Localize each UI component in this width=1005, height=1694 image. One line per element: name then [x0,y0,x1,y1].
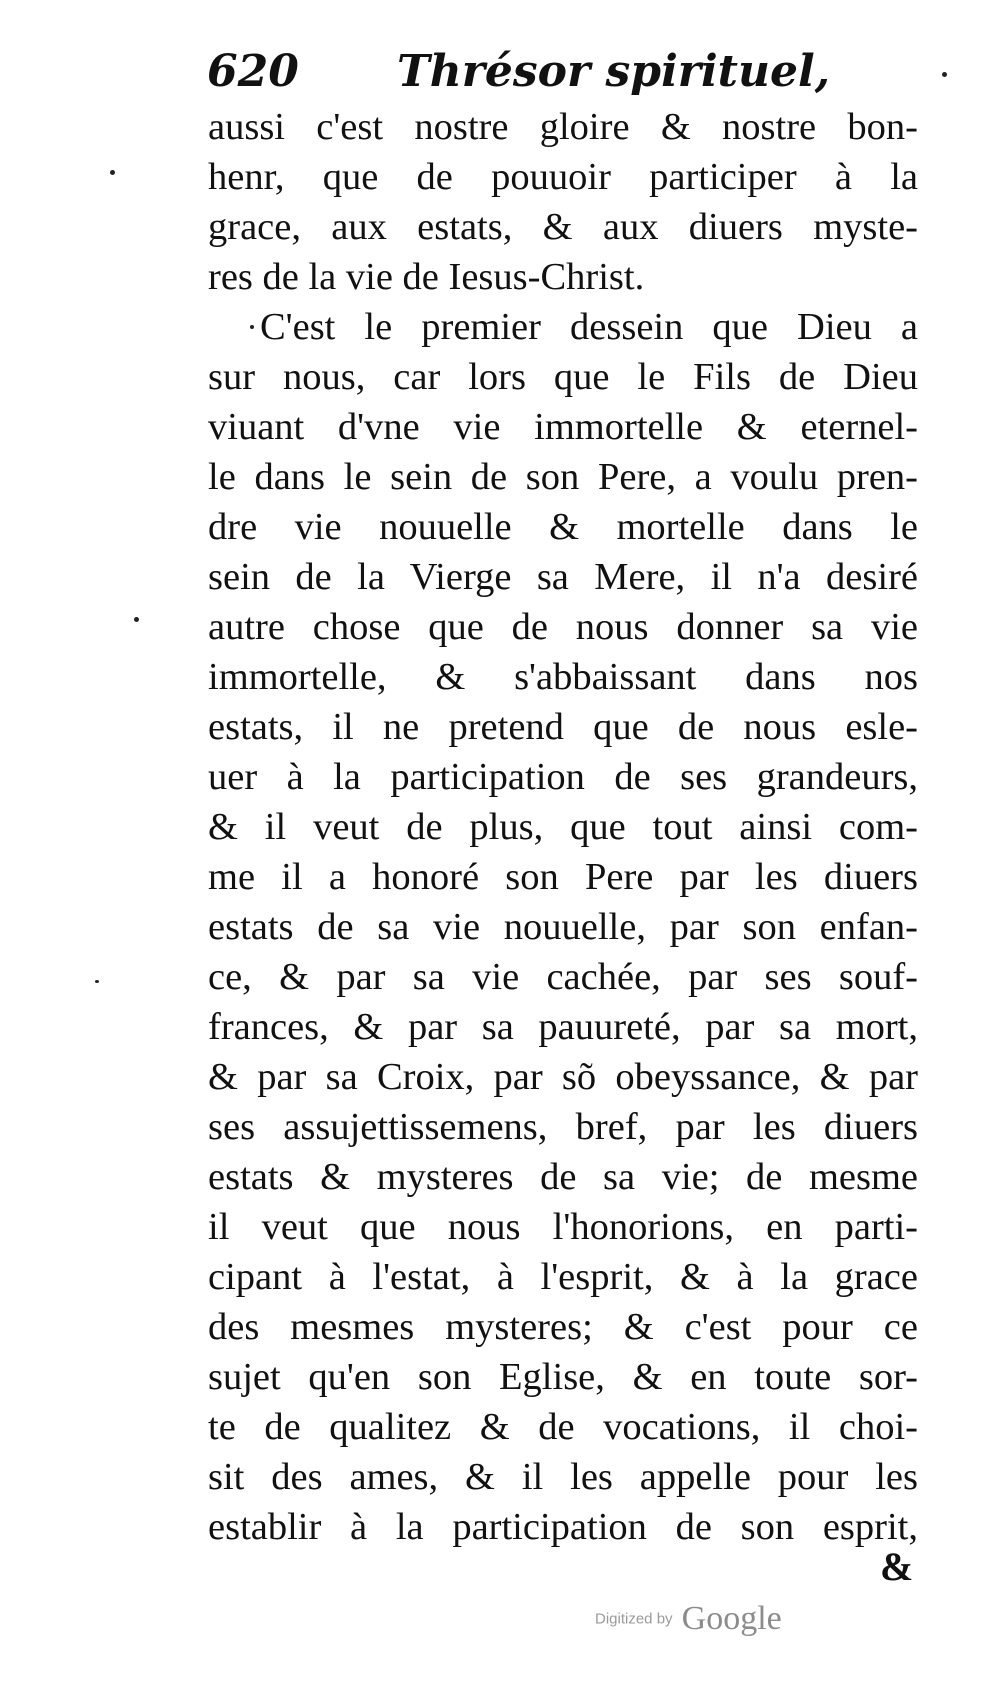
text-line: uer à la participation de ses grandeurs, [208,756,918,798]
scan-speck [134,617,139,622]
google-logo: Google [681,1600,782,1637]
page-header [207,44,847,100]
text-line: frances, & par sa pauureté, par sa mort, [208,1006,918,1048]
text-line: te de qualitez & de vocations, il choi- [208,1406,918,1448]
text-line: estats de sa vie nouuelle, par son enfan- [208,906,918,948]
text-line: ses assujettissemens, bref, par les diuers [208,1106,918,1148]
text-line: grace, aux estats, & aux diuers myste- [208,206,918,248]
text-line: establir à la participation de son esprit, [208,1506,918,1548]
text-line: immortelle, & s'abbaissant dans nos [208,656,918,698]
scan-speck [250,325,254,329]
body-text [208,102,918,1552]
text-line: autre chose que de nous donner sa vie [208,606,918,648]
text-line: sit des ames, & il les appelle pour les [208,1456,918,1498]
text-line: & il veut de plus, que tout ainsi com- [208,806,918,848]
text-line: aussi c'est nostre gloire & nostre bon- [208,106,918,148]
scan-speck [95,980,99,983]
page-number: 620 [207,46,299,97]
text-line: sein de la Vierge sa Mere, il n'a desiré [208,556,918,598]
text-line: ce, & par sa vie cachée, par ses souf- [208,956,918,998]
text-line: estats, il ne pretend que de nous esle- [208,706,918,748]
text-line: & par sa Croix, par sõ obeyssance, & par [208,1056,918,1098]
text-line: sujet qu'en son Eglise, & en toute sor- [208,1356,918,1398]
scan-speck [110,170,115,175]
text-line: dre vie nouuelle & mortelle dans le [208,506,918,548]
digitized-by-label: Digitized by [595,1610,673,1628]
text-line: henr, que de pouuoir participer à la [208,156,918,198]
catchword: & [880,1544,914,1589]
text-line: viuant d'vne vie immortelle & eternel- [208,406,918,448]
text-line: me il a honoré son Pere par les diuers [208,856,918,898]
scan-speck [942,72,947,77]
digitized-by-watermark [595,1600,782,1640]
text-line: estats & mysteres de sa vie; de mesme [208,1156,918,1198]
text-line: des mesmes mysteres; & c'est pour ce [208,1306,918,1348]
running-head: Thrésor spirituel, [397,46,831,97]
paragraph-first-line: C'est le premier dessein que Dieu a [260,306,918,348]
text-line: sur nous, car lors que le Fils de Dieu [208,356,918,398]
text-line: res de la vie de Iesus-Christ. [208,256,645,298]
text-line: cipant à l'estat, à l'esprit, & à la grace [208,1256,918,1298]
text-line: le dans le sein de son Pere, a voulu pren- [208,456,918,498]
text-line: il veut que nous l'honorions, en parti- [208,1206,918,1248]
